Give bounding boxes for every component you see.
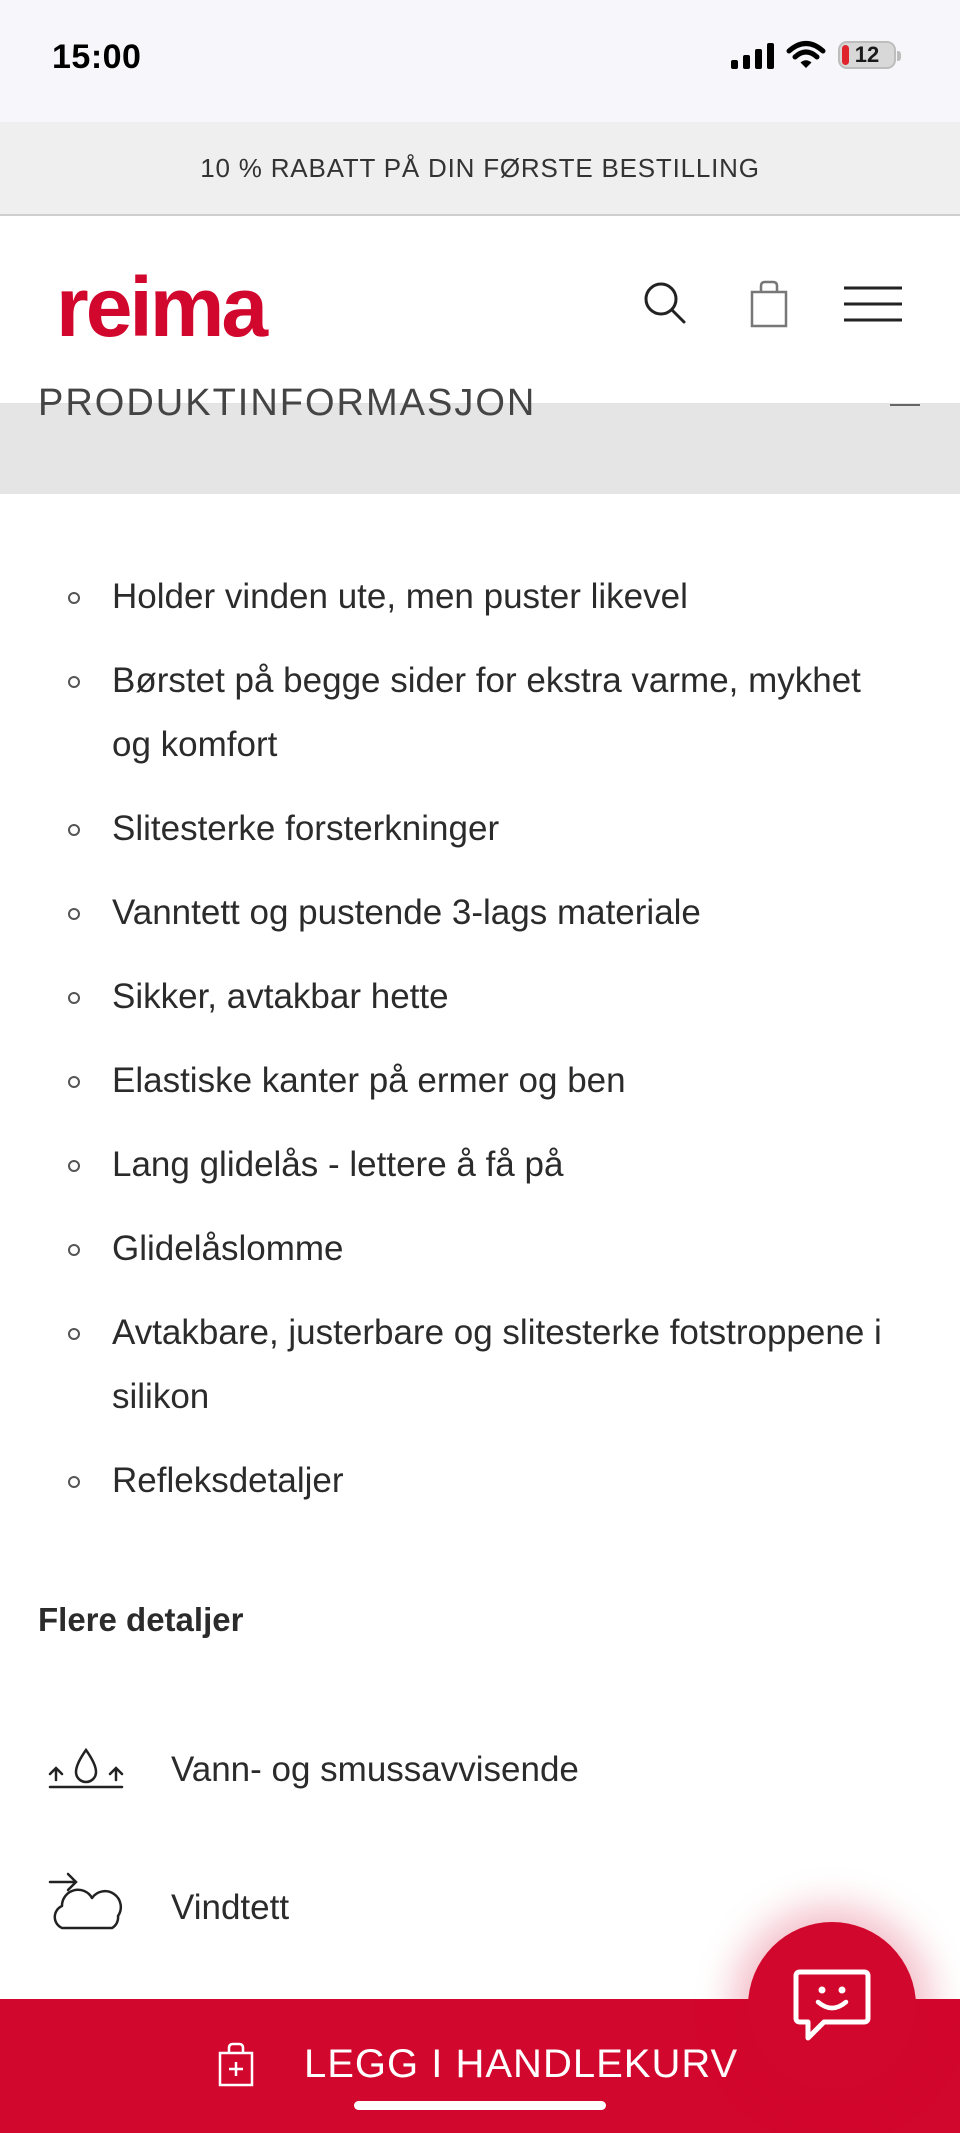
feature-item: Glidelåslomme: [0, 1217, 960, 1281]
search-button[interactable]: [636, 274, 696, 334]
bullet-circle-icon: [68, 1244, 80, 1256]
menu-button[interactable]: [840, 274, 906, 334]
status-time: 15:00: [52, 38, 142, 76]
status-icons: [731, 40, 896, 70]
cta-content: [216, 2041, 738, 2087]
site-header: [0, 216, 960, 404]
bullet-circle-icon: [68, 992, 80, 1004]
feature-item: Slitesterke forsterkninger: [0, 797, 960, 861]
feature-item: Avtakbare, justerbare og slitesterke fotstroppene i silikon: [0, 1301, 960, 1429]
search-icon: [636, 274, 696, 334]
detail-label: Vindtett: [171, 1888, 290, 1927]
collapse-minus-icon[interactable]: [890, 404, 920, 406]
product-info-accordion[interactable]: [0, 382, 960, 494]
chat-smiley-icon: [790, 1966, 874, 2046]
hamburger-menu-icon: [840, 274, 906, 334]
feature-item: Vanntett og pustende 3-lags materiale: [0, 881, 960, 945]
accordion-title: PRODUKTINFORMASJON: [38, 382, 537, 424]
bullet-circle-icon: [68, 824, 80, 836]
bullet-circle-icon: [68, 1328, 80, 1340]
chat-button[interactable]: [748, 1922, 916, 2090]
promo-text: 10 % RABATT PÅ DIN FØRSTE BESTILLING: [200, 152, 760, 183]
reima-logo[interactable]: [56, 260, 286, 359]
bullet-circle-icon: [68, 908, 80, 920]
feature-item: Elastiske kanter på ermer og ben: [0, 1049, 960, 1113]
promo-banner[interactable]: [0, 122, 960, 216]
water-repellent-icon: [46, 1730, 126, 1810]
home-indicator: [354, 2101, 606, 2110]
cta-label: LEGG I HANDLEKURV: [304, 2041, 739, 2086]
battery-percentage: 12: [854, 42, 880, 67]
shopping-bag-icon: [740, 274, 800, 334]
bullet-circle-icon: [68, 592, 80, 604]
bullet-circle-icon: [68, 676, 80, 688]
logo-wordmark: reima: [56, 260, 266, 354]
detail-label: Vann- og smussavvisende: [171, 1750, 579, 1789]
add-to-bag-icon: [216, 2041, 256, 2087]
more-details-heading: Flere detaljer: [38, 1601, 244, 1638]
cart-button[interactable]: [740, 274, 800, 334]
bullet-circle-icon: [68, 1476, 80, 1488]
status-bar: [0, 0, 960, 122]
bullet-circle-icon: [68, 1160, 80, 1172]
bullet-circle-icon: [68, 1076, 80, 1088]
features-list: [0, 565, 960, 1533]
feature-item: Holder vinden ute, men puster likevel: [0, 565, 960, 629]
feature-item: Lang glidelås - lettere å få på: [0, 1133, 960, 1197]
feature-item: Sikker, avtakbar hette: [0, 965, 960, 1029]
windproof-icon: [46, 1868, 126, 1948]
feature-item: Børstet på begge sider for ekstra varme, mykhet og komfort: [0, 649, 960, 777]
battery-icon: [838, 41, 896, 69]
battery-level: [842, 45, 849, 65]
wifi-icon: [786, 40, 826, 70]
feature-item: Refleksdetaljer: [0, 1449, 960, 1513]
cellular-signal-icon: [731, 41, 774, 69]
detail-water-repellent: [0, 1730, 960, 1810]
